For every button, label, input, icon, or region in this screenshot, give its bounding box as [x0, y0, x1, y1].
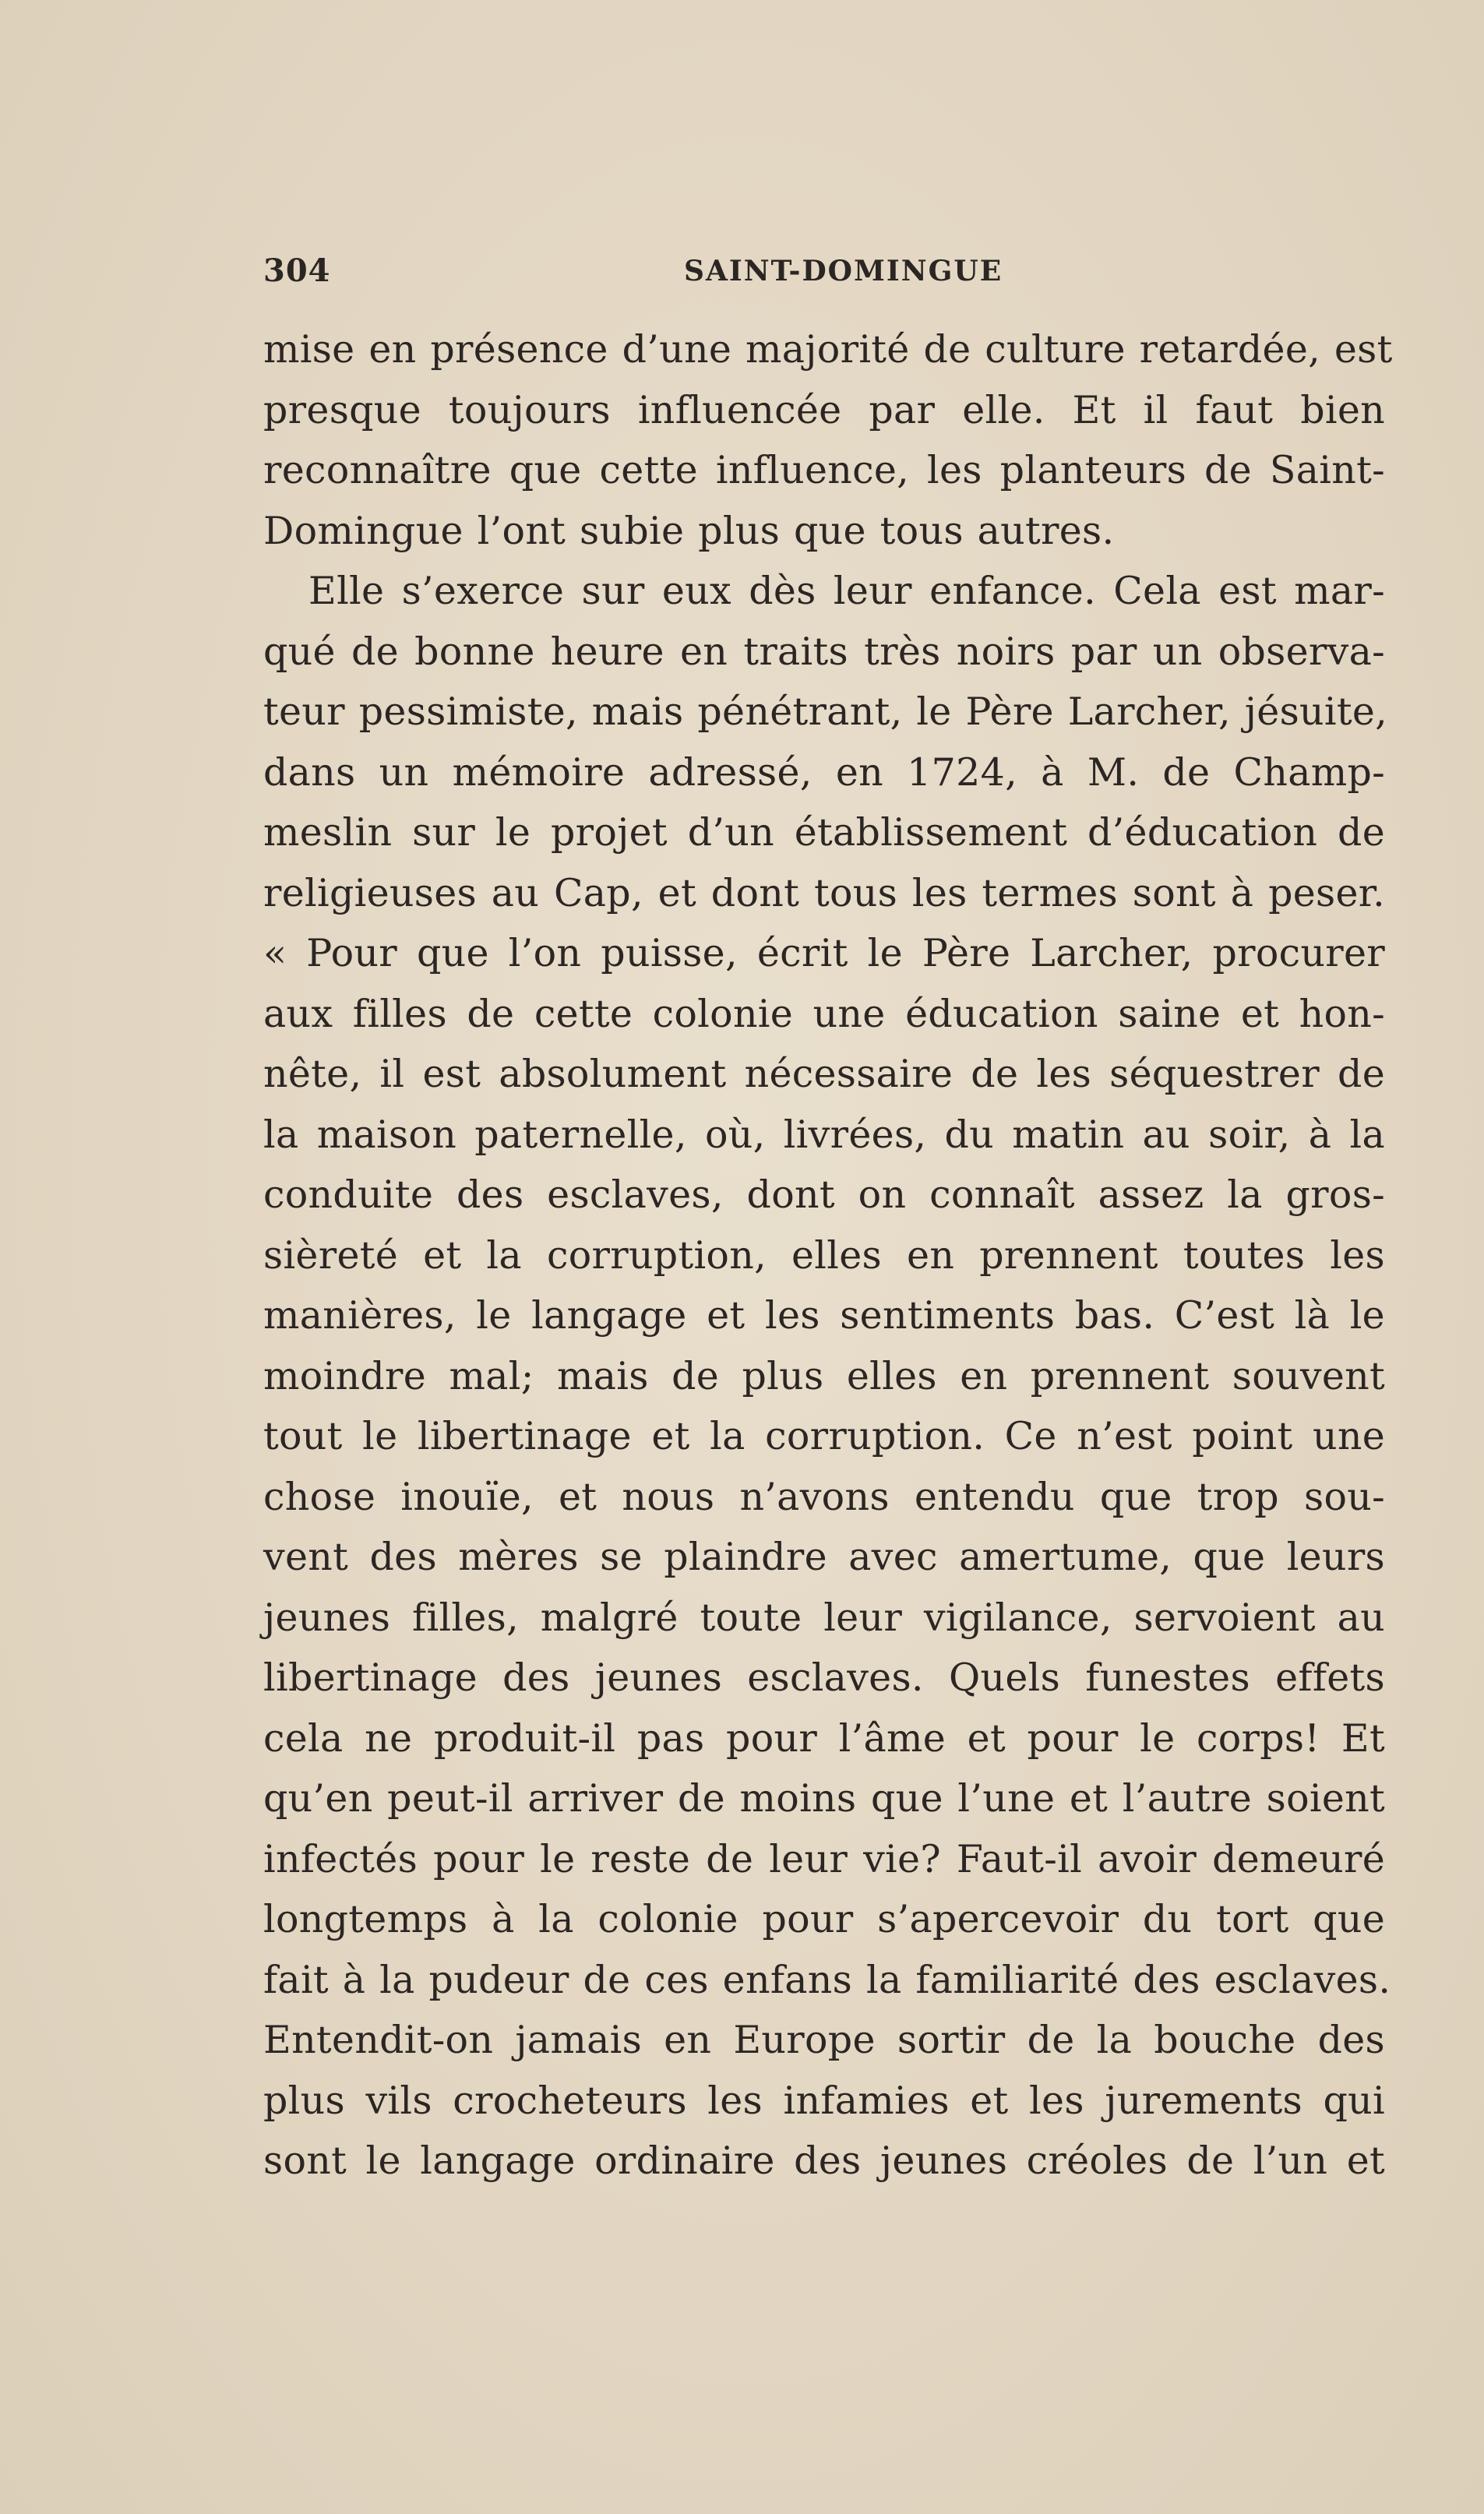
page-number: 304: [263, 252, 331, 289]
text-line: teur pessimiste, mais pénétrant, le Père Larcher, jésuite,: [263, 689, 1388, 734]
text-line: longtemps à la colonie pour s’apercevoir du tort que: [263, 1897, 1385, 1941]
text-line: « Pour que l’on puisse, écrit le Père Larcher, procurer: [263, 931, 1385, 975]
text-line: mise en présence d’une majorité de culture retardée, est: [263, 327, 1393, 372]
text-line: aux filles de cette colonie une éducation saine et hon-: [263, 991, 1385, 1036]
text-line: dans un mémoire adressé, en 1724, à M. de Champ-: [263, 749, 1385, 795]
text-line: jeunes filles, malgré toute leur vigilance, servoient au: [263, 1595, 1385, 1640]
text-line: meslin sur le projet d’un établissement d’éducation de: [263, 810, 1385, 855]
text-line: nête, il est absolument nécessaire de les séquestrer de: [263, 1052, 1385, 1096]
text-line: Domingue l’ont subie plus que tous autres.: [263, 508, 1115, 553]
text-line: qué de bonne heure en traits très noirs par un observa-: [263, 629, 1385, 674]
text-line: conduite des esclaves, dont on connaît assez la gros-: [263, 1172, 1385, 1217]
text-line: religieuses au Cap, et dont tous les termes sont à peser.: [263, 870, 1385, 915]
text-line: sont le langage ordinaire des jeunes créoles de l’un et: [263, 2138, 1385, 2183]
text-line: cela ne produit-il pas pour l’âme et pour le corps! Et: [263, 1715, 1385, 1761]
running-head: [263, 248, 1371, 294]
text-line: vent des mères se plaindre avec amertume, que leurs: [263, 1535, 1385, 1579]
running-title: SAINT-DOMINGUE: [684, 255, 1003, 287]
text-line: manières, le langage et les sentiments bas. C’est là le: [263, 1293, 1385, 1338]
text-line: qu’en peut-il arriver de moins que l’une et l’autre soient: [263, 1776, 1385, 1821]
text-line: moindre mal; mais de plus elles en prennent souvent: [263, 1353, 1385, 1398]
text-line: reconnaître que cette influence, les planteurs de Saint-: [263, 448, 1385, 492]
text-line: chose inouïe, et nous n’avons entendu que trop sou-: [263, 1474, 1385, 1519]
text-line: infectés pour le reste de leur vie? Faut-il avoir demeuré: [263, 1836, 1385, 1881]
body-text: [263, 319, 1393, 2191]
text-line: la maison paternelle, où, livrées, du matin au soir, à la: [263, 1112, 1385, 1157]
text-line: plus vils crocheteurs les infamies et les jurements qui: [263, 2078, 1385, 2123]
text-line: sièreté et la corruption, elles en prennent toutes les: [263, 1232, 1385, 1278]
text-line: Entendit-on jamais en Europe sortir de la bouche des: [263, 2018, 1385, 2062]
text-line: Elle s’exerce sur eux dès leur enfance. Cela est mar-: [308, 569, 1385, 613]
text-line: fait à la pudeur de ces enfans la familiarité des esclaves.: [263, 1957, 1391, 2002]
text-line: tout le libertinage et la corruption. Ce n’est point une: [263, 1414, 1385, 1458]
text-line: libertinage des jeunes esclaves. Quels funestes effets: [263, 1655, 1385, 1700]
text-line: presque toujours influencée par elle. Et il faut bien: [263, 387, 1385, 432]
